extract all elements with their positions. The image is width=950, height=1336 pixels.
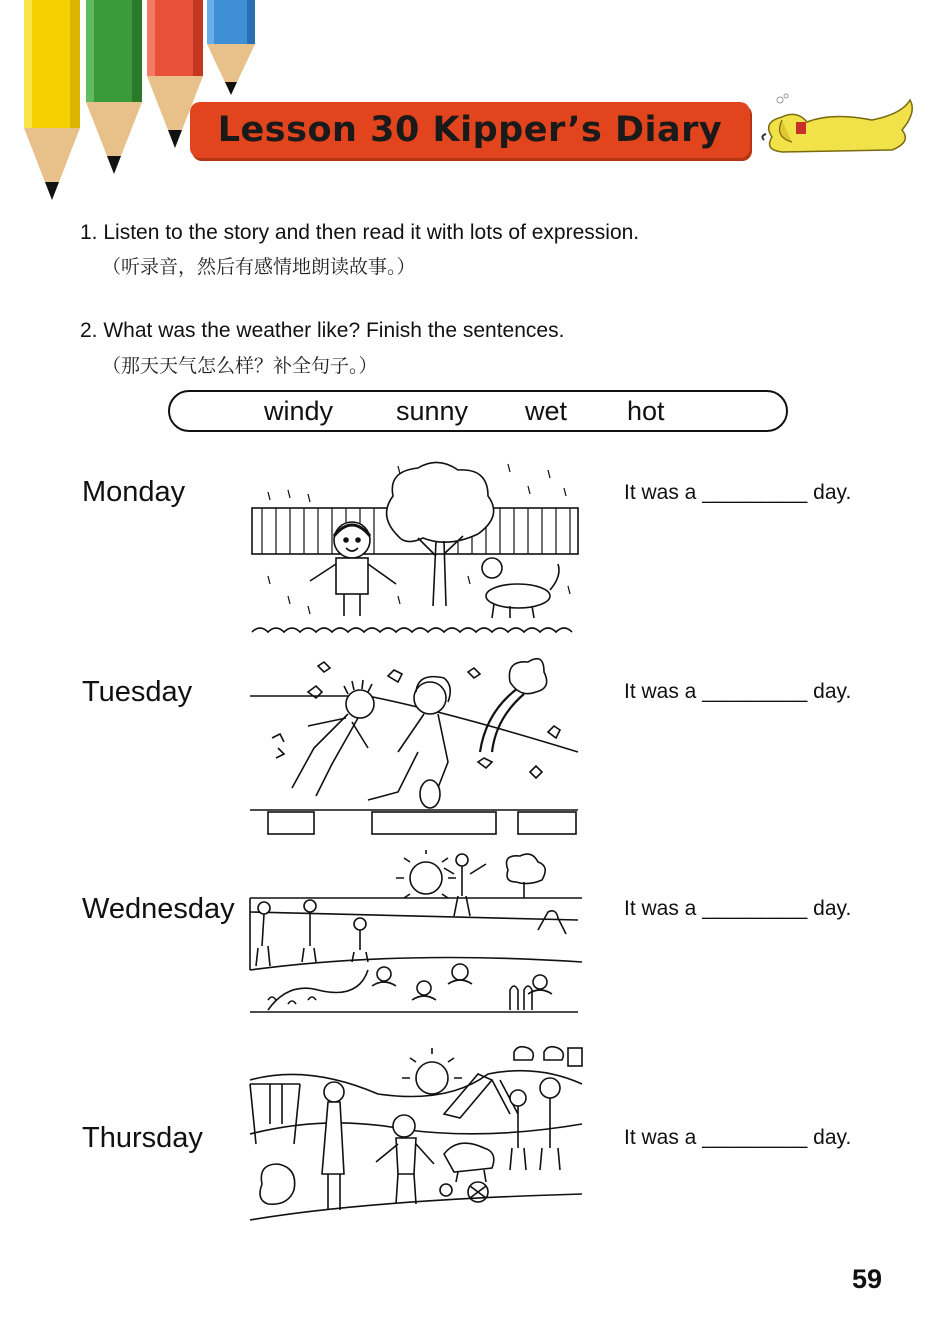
word-wet: wet	[525, 396, 568, 426]
rainy-park-drawing	[248, 456, 584, 636]
day-label-wednesday: Wednesday	[82, 893, 235, 925]
swimming-pool-drawing	[248, 850, 584, 1016]
day-label-tuesday: Tuesday	[82, 676, 193, 708]
word-bank	[168, 390, 788, 432]
blue-pencil-icon	[207, 0, 255, 98]
day-label-monday: Monday	[82, 476, 186, 508]
sentence-thursday: It was a _________ day.	[624, 1126, 852, 1149]
instruction-2-chinese: （那天天气怎么样？补全句子。）	[102, 355, 378, 377]
sentence-monday: It was a _________ day.	[624, 481, 852, 504]
sentence-tuesday: It was a _________ day.	[624, 680, 852, 703]
sunny-playground-drawing	[248, 1044, 584, 1224]
page-number: 59	[852, 1264, 883, 1294]
word-hot: hot	[627, 396, 665, 426]
instruction-2: 2. What was the weather like? Finish the sentences.	[80, 319, 565, 342]
sentence-wednesday: It was a _________ day.	[624, 897, 852, 920]
lesson-title-banner	[190, 102, 750, 158]
instruction-1: 1. Listen to the story and then read it with lots of expression.	[80, 221, 640, 244]
sleeping-dog-icon	[752, 92, 922, 162]
instruction-1-chinese: （听录音，然后有感情地朗读故事。）	[102, 256, 416, 278]
green-pencil-icon	[86, 0, 142, 178]
windy-walk-drawing	[248, 652, 584, 836]
yellow-pencil-icon	[24, 0, 80, 205]
day-label-thursday: Thursday	[82, 1122, 203, 1154]
word-sunny: sunny	[396, 396, 469, 426]
word-windy: windy	[264, 396, 334, 426]
lesson-title: Lesson 30 Kipper’s Diary	[217, 110, 723, 150]
